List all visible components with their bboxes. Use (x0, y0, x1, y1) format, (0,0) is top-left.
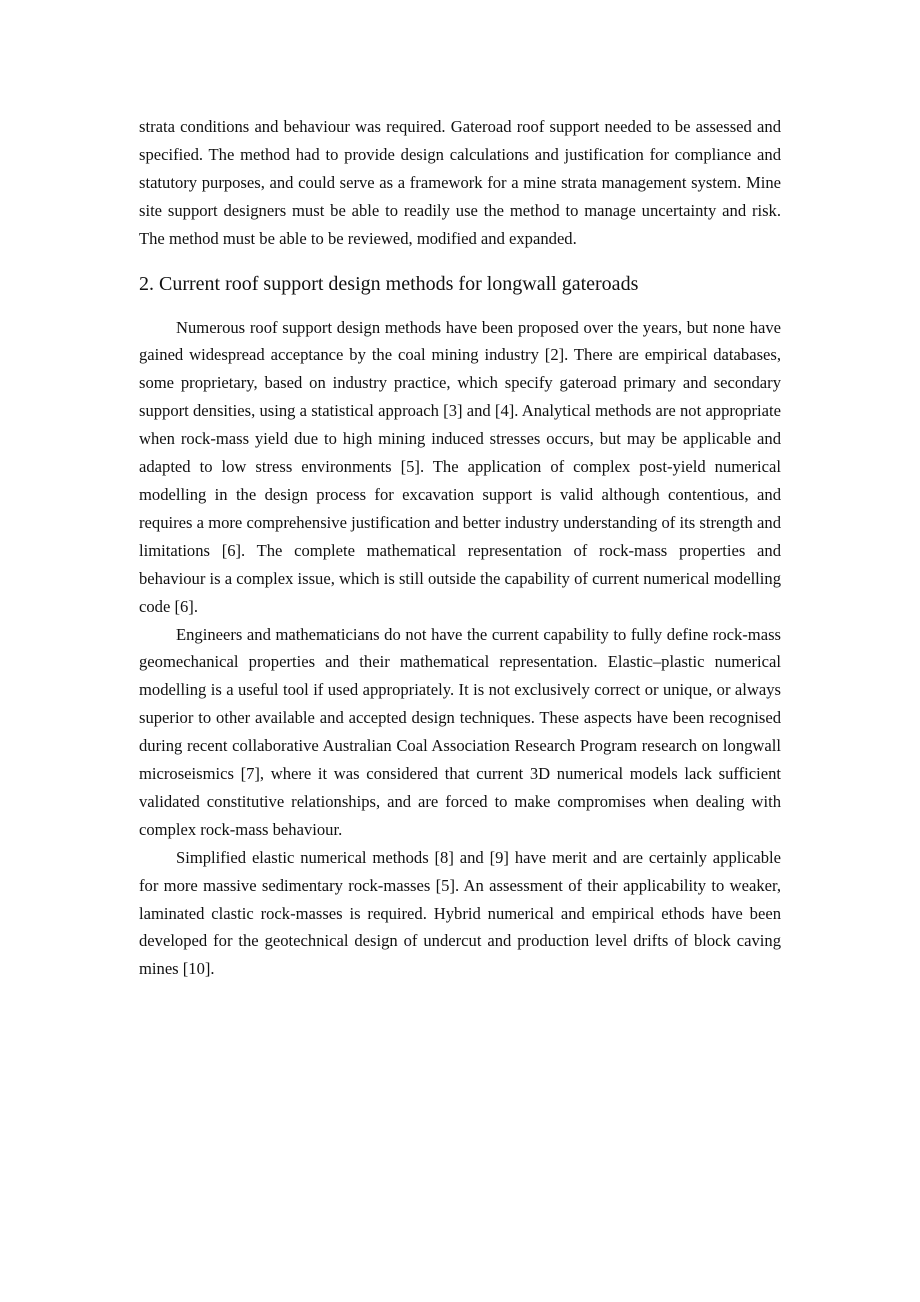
body-paragraph-3: Simplified elastic numerical methods [8] and [9] have merit and are certainly applicable for more massive sedimentary rock-masses [5]. An assessment of their applicability to weaker, laminated clastic rock-masses is required. Hybrid numerical and empirical ethods have been developed for the geotechnical design of undercut and production level drifts of block caving mines [10]. (139, 847, 781, 979)
document-page (139, 113, 781, 983)
section-heading: 2. Current roof support design methods for longwall gateroads (139, 272, 639, 295)
intro-paragraph: strata conditions and behaviour was required. Gateroad roof support needed to be assessed and specified. The method had to provide design calculations and justification for compliance and statutory purposes, and could serve as a framework for a mine strata management system. Mine site support designers must be able to readily use the method to manage uncertainty and risk. The method must be able to be reviewed, modified and expanded. (139, 117, 781, 248)
body-paragraph-1: Numerous roof support design methods have been proposed over the years, but none have gained widespread acceptance by the coal mining industry [2]. There are empirical databases, some proprietary, based on industry practice, which specify gateroad primary and secondary support densities, using a statistical approach [3] and [4]. Analytical methods are not appropriate when rock-mass yield due to high mining induced stresses occurs, but may be applicable and adapted to low stress environments [5]. The application of complex post-yield numerical modelling in the design process for excavation support is valid although contentious, and requires a more comprehensive justification and better industry understanding of its strength and limitations [6]. The complete mathematical representation of rock-mass properties and behaviour is a complex issue, which is still outside the capability of current numerical modelling code [6]. (139, 317, 781, 616)
body-paragraph-2: Engineers and mathematicians do not have the current capability to fully define rock-mass geomechanical properties and their mathematical representation. Elastic–plastic numerical modelling is a useful tool if used appropriately. It is not exclusively correct or unique, or always superior to other available and accepted design techniques. These aspects have been recognised during recent collaborative Australian Coal Association Research Program research on longwall microseismics [7], where it was considered that current 3D numerical models lack sufficient validated constitutive relationships, and are forced to make compromises when dealing with complex rock-mass behaviour. (139, 624, 781, 839)
